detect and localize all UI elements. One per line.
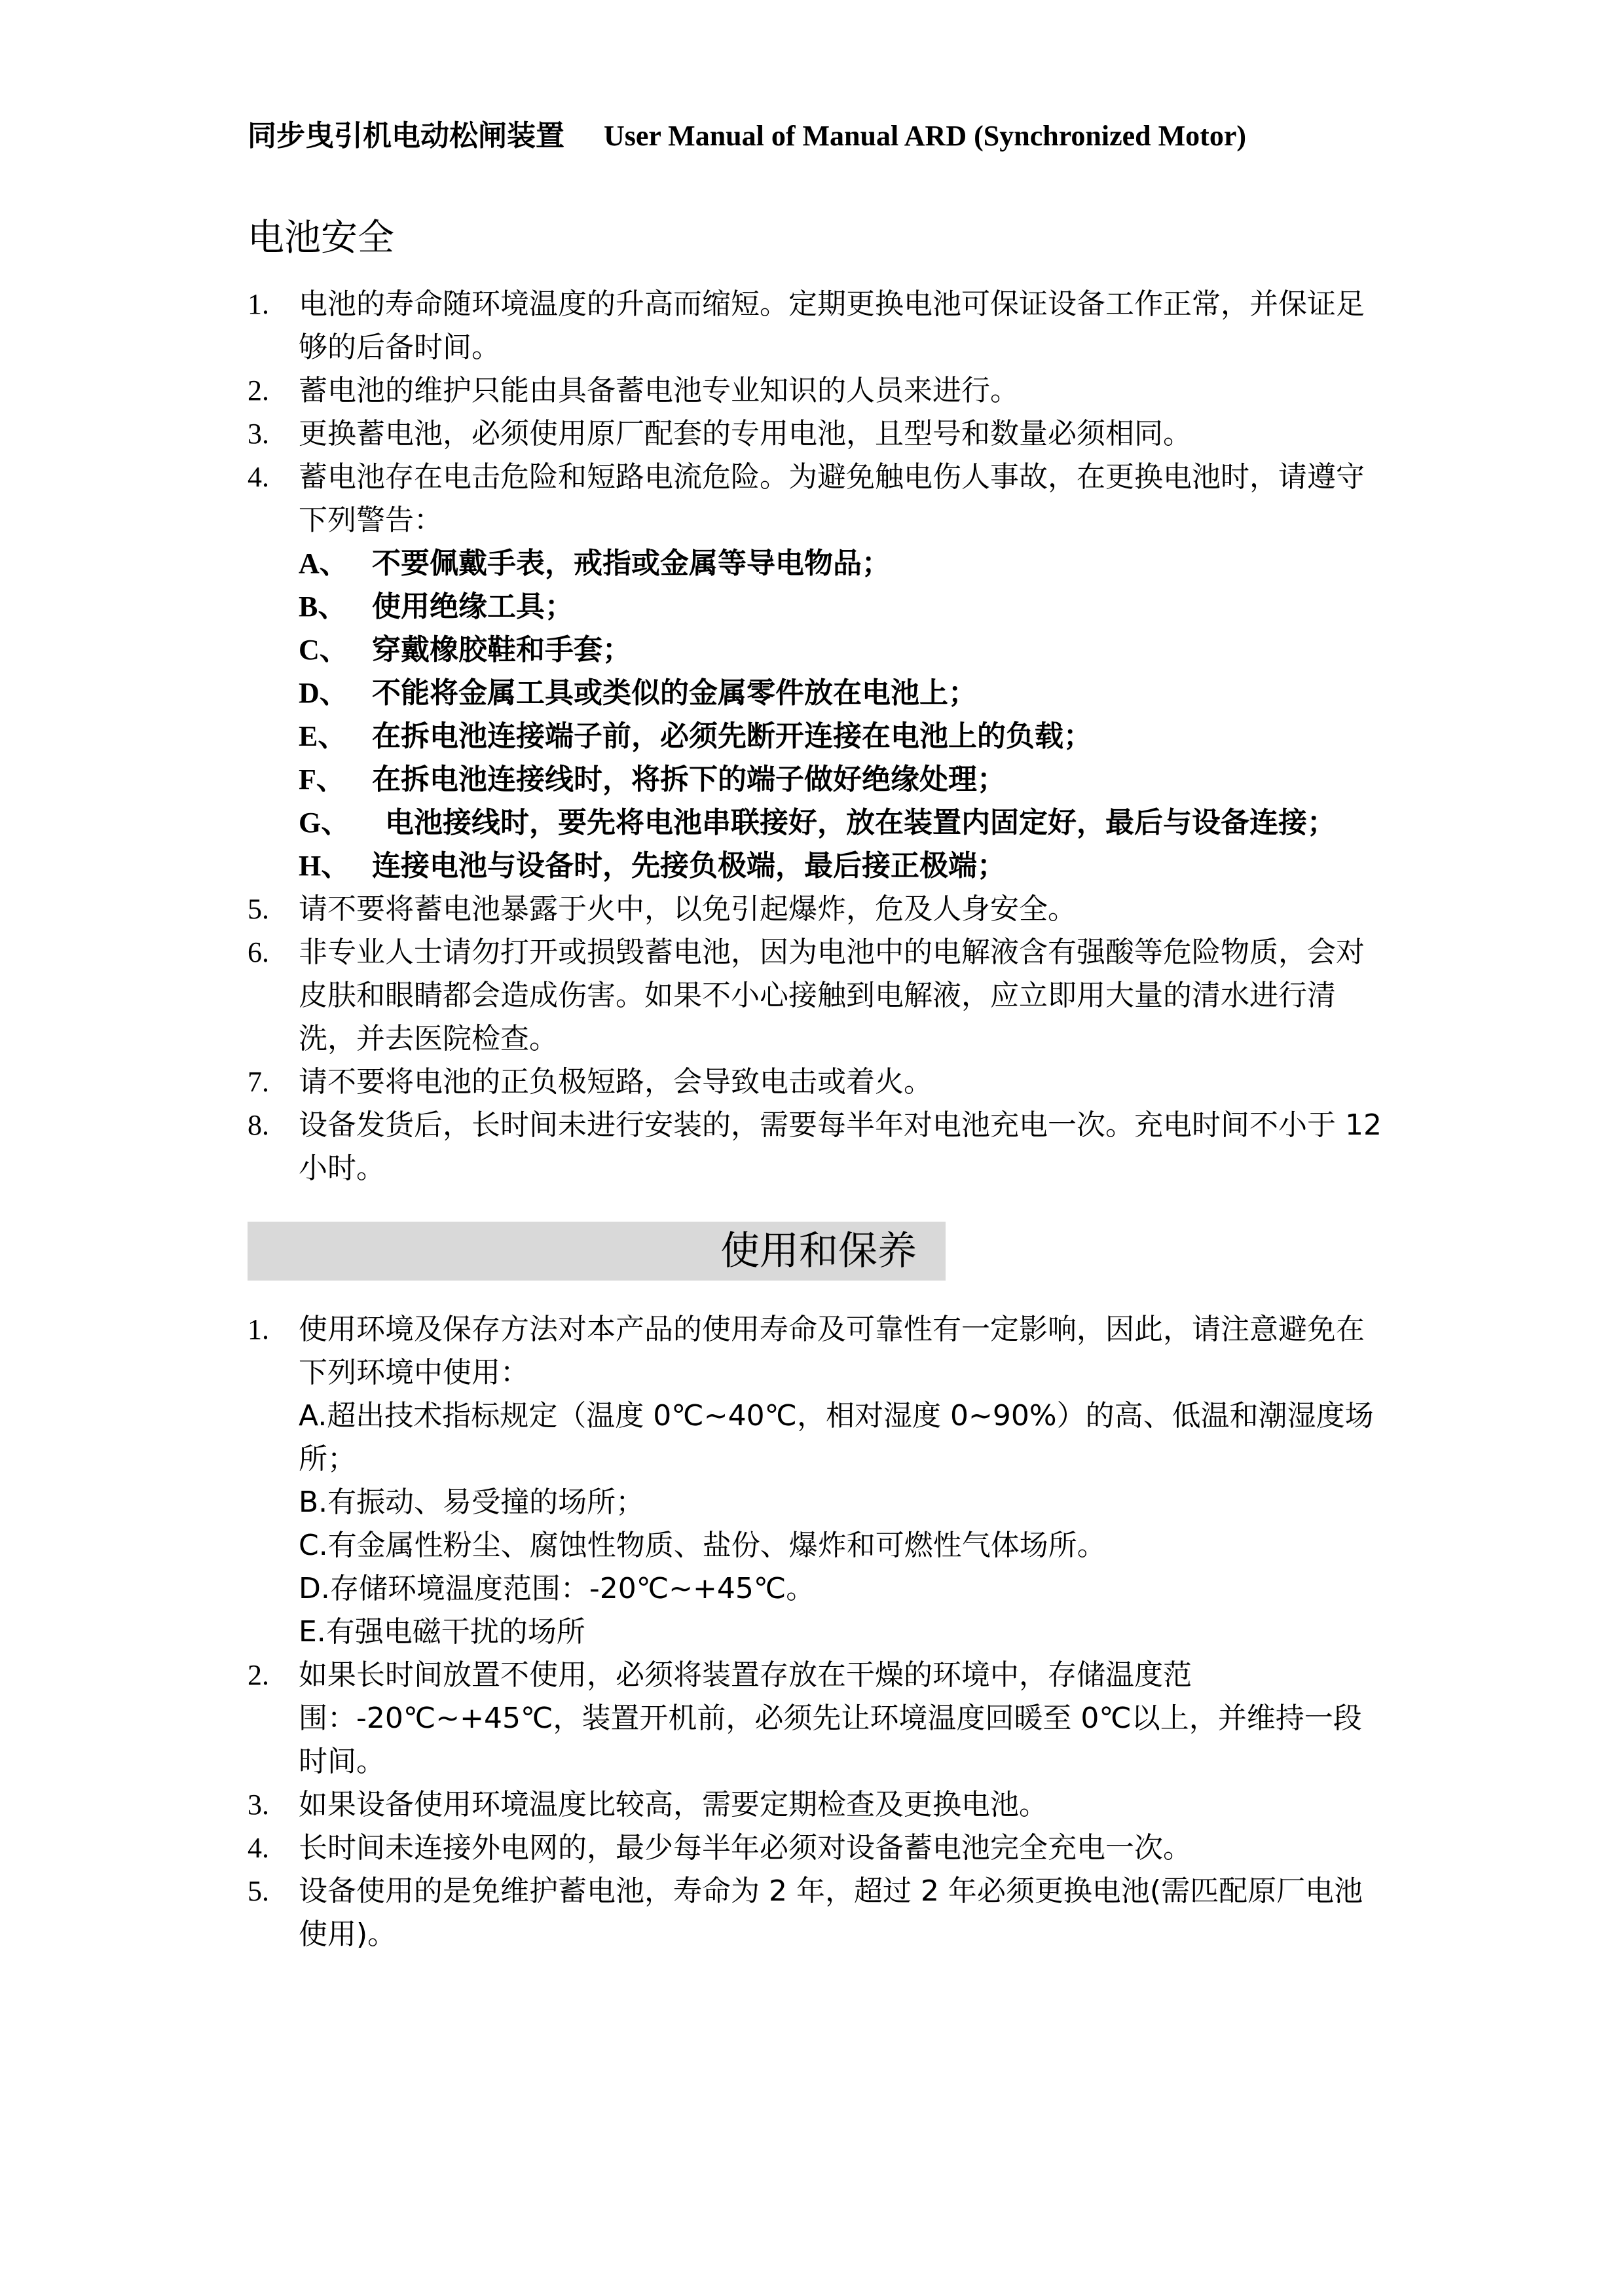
warning-item: [248, 542, 1387, 585]
warning-item: [248, 585, 1387, 629]
header-title-en: User Manual of Manual ARD (Synchronized Motor): [604, 120, 1247, 152]
item-text: 请不要将电池的正负极短路，会导致电击或着火。: [299, 1065, 932, 1099]
warning-letter: B、: [299, 591, 347, 623]
condition-item: D.存储环境温度范围：-20℃~+45℃。: [299, 1572, 815, 1605]
warning-text: 使用绝缘工具；: [372, 590, 574, 623]
warning-letter: D、: [299, 677, 348, 709]
list-item: [248, 283, 1387, 369]
condition-item: A.超出技术指标规定（温度 0℃~40℃，相对湿度 0~90%）的高、低温和潮湿度场所；: [299, 1399, 1374, 1476]
warning-letter: G、: [299, 807, 350, 839]
list-item: [248, 412, 1387, 456]
warning-letter: H、: [299, 850, 350, 882]
warning-letter: E、: [299, 720, 347, 752]
item-text: 非专业人士请勿打开或损毁蓄电池，因为电池中的电解液含有强酸等危险物质，会对皮肤和眼睛都会造成伤害。如果不小心接触到电解液，应立即用大量的清水进行清洗，并去医院检查。: [299, 936, 1365, 1055]
list-item: [248, 1104, 1387, 1190]
list-item: [248, 888, 1387, 931]
page-header: [248, 118, 1387, 155]
warning-text: 连接电池与设备时，先接负极端，最后接正极端；: [372, 849, 1006, 883]
usage-list: [248, 1308, 1387, 1956]
warning-item: [248, 801, 1387, 845]
item-number: 2.: [248, 374, 269, 407]
list-item: [248, 456, 1387, 542]
item-text: 蓄电池的维护只能由具备蓄电池专业知识的人员来进行。: [299, 374, 1019, 407]
list-item: [248, 1654, 1387, 1783]
warning-text: 在拆电池连接端子前，必须先断开连接在电池上的负载；: [372, 720, 1092, 753]
item-text: 设备发货后，长时间未进行安装的，需要每半年对电池充电一次。充电时间不小于 12 小时。: [299, 1108, 1382, 1185]
warning-item: [248, 629, 1387, 672]
item-text: 请不要将蓄电池暴露于火中，以免引起爆炸，危及人身安全。: [299, 892, 1077, 926]
warning-item: [248, 715, 1387, 758]
warning-text: 不能将金属工具或类似的金属零件放在电池上；: [372, 676, 977, 710]
warning-item: [248, 845, 1387, 888]
item-text: 更换蓄电池，必须使用原厂配套的专用电池，且型号和数量必须相同。: [299, 417, 1192, 450]
condition-item: B.有振动、易受撞的场所；: [299, 1485, 645, 1519]
item-text: 蓄电池存在电击危险和短路电流危险。为避免触电伤人事故，在更换电池时，请遵守下列警告：: [299, 460, 1365, 537]
item-number: 1.: [248, 288, 269, 320]
list-item: [248, 1783, 1387, 1827]
list-item: [248, 1061, 1387, 1104]
item-number: 8.: [248, 1109, 269, 1141]
warning-text: 不要佩戴手表，戒指或金属等导电物品；: [372, 547, 891, 580]
list-item: [248, 1870, 1387, 1956]
item-text: 电池的寿命随环境温度的升高而缩短。定期更换电池可保证设备工作正常，并保证足够的后备时间。: [299, 287, 1365, 364]
item-number: 6.: [248, 936, 269, 968]
list-item: [248, 369, 1387, 412]
list-item: [248, 1827, 1387, 1870]
item-text: 如果长时间放置不使用，必须将装置存放在干燥的环境中，存储温度范围：-20℃~+45℃，装置开机前，必须先让环境温度回暖至 0℃以上，并维持一段时间。: [299, 1658, 1362, 1778]
item-number: 3.: [248, 418, 269, 450]
battery-safety-heading: 电池安全: [248, 217, 394, 259]
item-text: 设备使用的是免维护蓄电池，寿命为 2 年，超过 2 年必须更换电池(需匹配原厂电池使用)。: [299, 1874, 1363, 1951]
warning-text: 电池接线时，要先将电池串联接好，放在装置内固定好，最后与设备连接；: [385, 806, 1336, 839]
list-item: [248, 1308, 1387, 1394]
warning-text: 在拆电池连接线时，将拆下的端子做好绝缘处理；: [372, 763, 1006, 796]
condition-item: C.有金属性粉尘、腐蚀性物质、盐份、爆炸和可燃性气体场所。: [299, 1529, 1106, 1562]
warning-text: 穿戴橡胶鞋和手套；: [372, 633, 631, 666]
item-text: 如果设备使用环境温度比较高，需要定期检查及更换电池。: [299, 1788, 1048, 1821]
warning-letter: A、: [299, 547, 348, 579]
warning-item: [248, 672, 1387, 715]
item-text: 长时间未连接外电网的，最少每半年必须对设备蓄电池完全充电一次。: [299, 1831, 1192, 1865]
warning-letter: C、: [299, 634, 348, 666]
item-number: 5.: [248, 1875, 269, 1907]
usage-maintenance-heading: 使用和保养: [720, 1228, 917, 1274]
item-number: 1.: [248, 1313, 269, 1345]
item-number: 5.: [248, 893, 269, 925]
battery-safety-list: [248, 283, 1387, 1190]
warning-letter: F、: [299, 763, 345, 795]
item-number: 3.: [248, 1789, 269, 1821]
warning-item: [248, 758, 1387, 801]
header-title-cn: 同步曳引机电动松闸装置: [248, 119, 564, 153]
list-item: [248, 931, 1387, 1061]
item-number: 7.: [248, 1066, 269, 1098]
item-number: 4.: [248, 461, 269, 493]
item-number: 2.: [248, 1659, 269, 1691]
condition-item: E.有强电磁干扰的场所: [299, 1615, 585, 1649]
item-text: 使用环境及保存方法对本产品的使用寿命及可靠性有一定影响，因此，请注意避免在下列环境中使用：: [299, 1313, 1365, 1389]
item-number: 4.: [248, 1832, 269, 1864]
